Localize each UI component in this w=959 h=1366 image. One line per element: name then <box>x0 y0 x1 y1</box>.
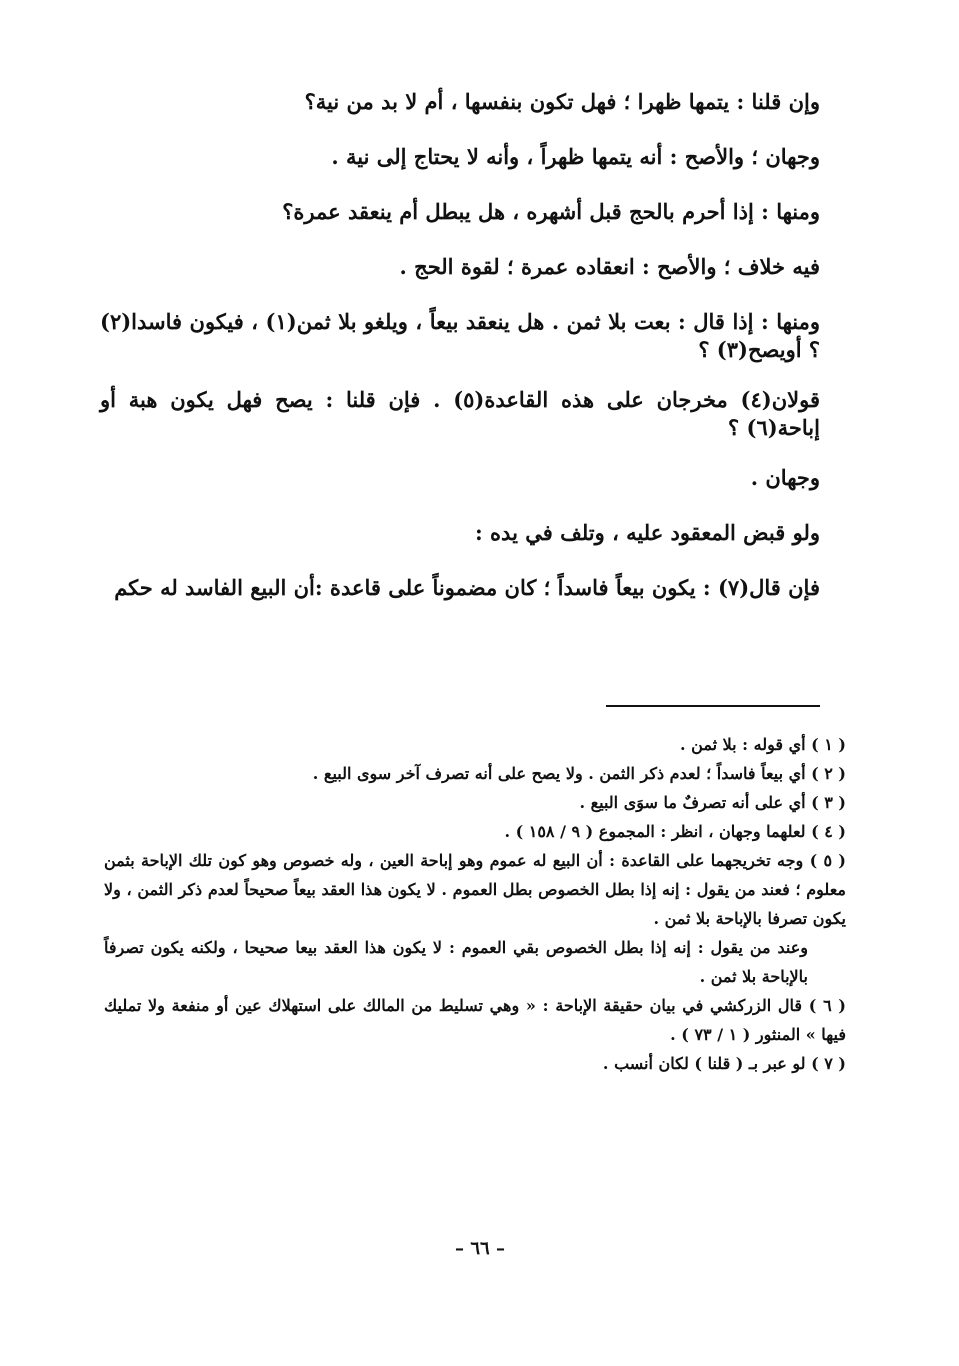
footnote-2: ( ٢ ) أي بيعاً فاسداً ؛ لعدم ذكر الثمن . ولا يصح على أنه تصرف آخر سوى البيع . <box>312 764 846 783</box>
paragraph-8: ولو قبض المعقود عليه ، وتلف في يده : <box>474 520 820 545</box>
main-text <box>100 88 820 629</box>
paragraph-9: فإن قال(٧) : يكون بيعاً فاسداً ؛ كان مضموناً على قاعدة :أن البيع الفاسد له حكم <box>114 575 820 600</box>
footnote-6: ( ٦ ) قال الزركشي في بيان حقيقة الإباحة : « وهي تسليط من المالك على استهلاك عين أو منفعة ولا تمليك فيها » المنثور ( ١ / ٧٣ ) . <box>104 996 847 1044</box>
footnote-divider <box>606 705 820 707</box>
footnote-1: ( ١ ) أي قوله : بلا ثمن . <box>680 735 846 754</box>
paragraph-5: ومنها : إذا قال : بعت بلا ثمن . هل ينعقد بيعاً ، ويلغو بلا ثمن(١) ، فيكون فاسدا(٢) ؟ أويصح(٣) ؟ <box>100 309 821 362</box>
footnote-3: ( ٣ ) أي على أنه تصرفٌ ما سوَى البيع . <box>579 793 846 812</box>
paragraph-7: وجهان . <box>750 465 820 490</box>
paragraph-1: وإن قلنا : يتمها ظهرا ؛ فهل تكون بنفسها ، أم لا بد من نية؟ <box>304 89 820 114</box>
footnote-7: ( ٧ ) لو عبر بـ ( قلنا ) لكان أنسب . <box>602 1054 846 1073</box>
paragraph-3: ومنها : إذا أحرم بالحج قبل أشهره ، هل يبطل أم ينعقد عمرة؟ <box>282 199 820 224</box>
footnote-4: ( ٤ ) لعلهما وجهان ، انظر : المجموع ( ٩ / ١٥٨ ) . <box>504 822 846 841</box>
paragraph-6: قولان(٤) مخرجان على هذه القاعدة(٥) . فإن قلنا : يصح فهل يكون هبة أو إباحة(٦) ؟ <box>100 387 820 440</box>
footnotes <box>104 730 846 1078</box>
paragraph-4: فيه خلاف ؛ والأصح : انعقاده عمرة ؛ لقوة الحج . <box>399 254 820 279</box>
footnote-5: ( ٥ ) وجه تخريجهما على القاعدة : أن البيع له عموم وهو إباحة العين ، وله خصوص وهو كون تلك الإباحة بثمن معلوم ؛ فعند من يقول : إنه إذا بطل الخصوص بطل العموم . لا يكون هذا العقد بيعاً صحيحاً لعدم ذكر الثمن ، ولا يكون تصرفا بالإباحة بلا ثمن . <box>104 851 847 928</box>
paragraph-2: وجهان ؛ والأصح : أنه يتمها ظهراً ، وأنه لا يحتاج إلى نية . <box>331 144 820 169</box>
footnote-5-continued: وعند من يقول : إنه إذا بطل الخصوص بقي العموم : لا يكون هذا العقد بيعا صحيحا ، ولكنه يكون تصرفاً بالإباحة بلا ثمن . <box>104 938 808 986</box>
page-number: – ٦٦ – <box>455 1238 505 1259</box>
